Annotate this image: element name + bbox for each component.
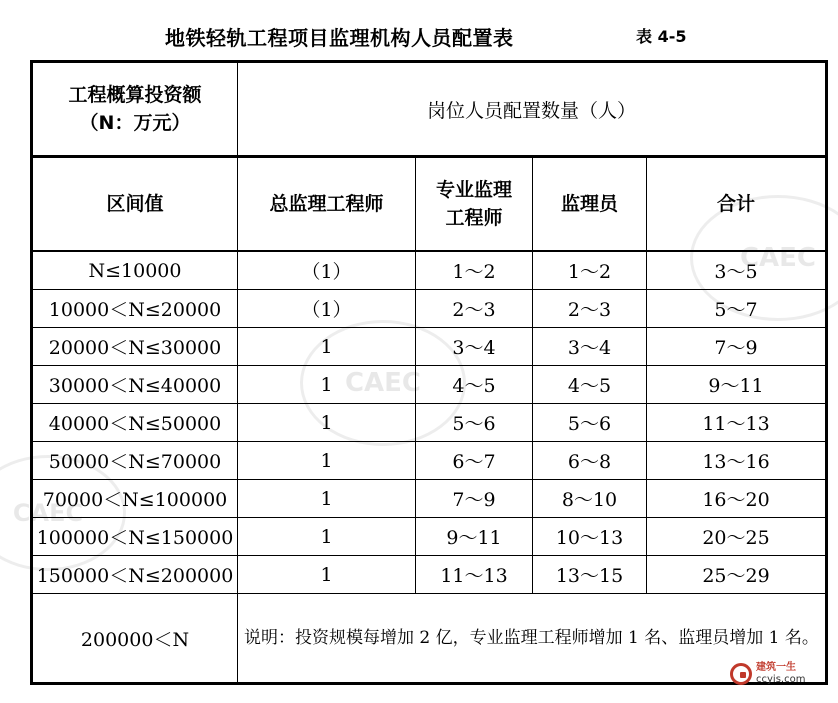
logo-line1: 建筑一生 [756, 662, 796, 673]
note-cell: 说明：投资规模每增加 2 亿，专业监理工程师增加 1 名、监理员增加 1 名。 [238, 594, 827, 684]
specialist-engineer-header [416, 157, 533, 252]
supervisor-cell: 10～13 [533, 518, 647, 556]
supervisor-cell: 4～5 [533, 366, 647, 404]
chief-cell: 1 [238, 442, 416, 480]
specialist-cell: 2～3 [416, 290, 533, 328]
logo-text [756, 662, 805, 686]
range-cell: 200000＜N [32, 594, 238, 684]
total-cell: 20～25 [647, 518, 827, 556]
title-row [0, 16, 838, 52]
specialist-cell: 4～5 [416, 366, 533, 404]
watermark-text: CAEC [739, 243, 817, 273]
range-header: 区间值 [32, 157, 238, 252]
chief-engineer-header: 总监理工程师 [238, 157, 416, 252]
supervisor-header: 监理员 [533, 157, 647, 252]
total-header: 合计 [647, 157, 827, 252]
range-cell: 150000＜N≤200000 [32, 556, 238, 594]
total-cell: 16～20 [647, 480, 827, 518]
chief-cell: 1 [238, 480, 416, 518]
table-row [32, 366, 827, 404]
specialist-cell: 7～9 [416, 480, 533, 518]
investment-header [32, 62, 238, 157]
range-cell: 70000＜N≤100000 [32, 480, 238, 518]
logo-line2: ccyis.com [756, 674, 806, 685]
specialist-cell: 5～6 [416, 404, 533, 442]
range-cell: 20000＜N≤30000 [32, 328, 238, 366]
watermark-text: CAEC [12, 499, 84, 527]
chief-cell: 1 [238, 366, 416, 404]
site-logo [730, 662, 805, 686]
specialist-header-line1: 专业监理 [435, 179, 512, 201]
table-row [32, 404, 827, 442]
supervisor-cell: 8～10 [533, 480, 647, 518]
total-cell: 13～16 [647, 442, 827, 480]
supervisor-cell: 1～2 [533, 251, 647, 290]
table-row [32, 480, 827, 518]
specialist-header-line2: 工程师 [445, 207, 503, 229]
total-cell: 11～13 [647, 404, 827, 442]
investment-header-line1: 工程概算投资额 [68, 84, 202, 106]
chief-cell: （1） [238, 251, 416, 290]
total-cell: 9～11 [647, 366, 827, 404]
table-row-note [32, 594, 827, 684]
range-cell: N≤10000 [32, 251, 238, 290]
table-subheader-row [32, 157, 827, 252]
chief-cell: 1 [238, 518, 416, 556]
table-row [32, 518, 827, 556]
specialist-cell: 6～7 [416, 442, 533, 480]
table-header-row [32, 62, 827, 157]
staffing-table [30, 60, 828, 685]
specialist-cell: 1～2 [416, 251, 533, 290]
total-cell: 3～5 [647, 251, 827, 290]
chief-cell: 1 [238, 404, 416, 442]
range-cell: 40000＜N≤50000 [32, 404, 238, 442]
table-row [32, 442, 827, 480]
range-cell: 10000＜N≤20000 [32, 290, 238, 328]
specialist-cell: 9～11 [416, 518, 533, 556]
supervisor-cell: 2～3 [533, 290, 647, 328]
total-cell: 7～9 [647, 328, 827, 366]
page-title: 地铁轻轨工程项目监理机构人员配置表 [165, 26, 514, 50]
chief-cell: （1） [238, 290, 416, 328]
table-row [32, 328, 827, 366]
range-cell: 30000＜N≤40000 [32, 366, 238, 404]
watermark-text: CAEC [344, 368, 422, 398]
specialist-cell: 11～13 [416, 556, 533, 594]
table-row [32, 556, 827, 594]
range-cell: 50000＜N≤70000 [32, 442, 238, 480]
supervisor-cell: 6～8 [533, 442, 647, 480]
range-cell: 100000＜N≤150000 [32, 518, 238, 556]
chief-cell: 1 [238, 556, 416, 594]
supervisor-cell: 5～6 [533, 404, 647, 442]
total-cell: 25～29 [647, 556, 827, 594]
table-number: 表 4-5 [636, 27, 687, 46]
table-row [32, 290, 827, 328]
supervisor-cell: 3～4 [533, 328, 647, 366]
table-row [32, 251, 827, 290]
chief-cell: 1 [238, 328, 416, 366]
logo-icon [730, 663, 752, 685]
investment-header-line2: （N：万元） [79, 112, 191, 134]
supervisor-cell: 13～15 [533, 556, 647, 594]
position-group-header: 岗位人员配置数量（人） [238, 62, 827, 157]
total-cell: 5～7 [647, 290, 827, 328]
specialist-cell: 3～4 [416, 328, 533, 366]
